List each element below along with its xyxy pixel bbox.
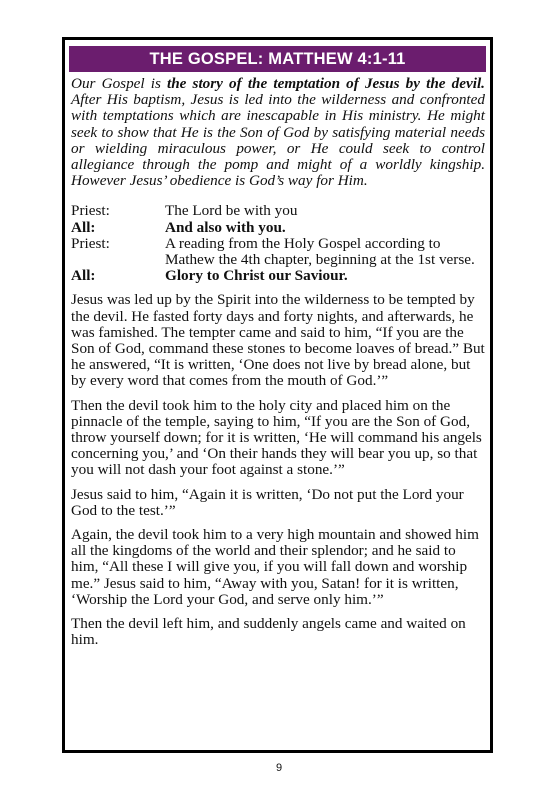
responses-table (71, 203, 485, 284)
gospel-paragraph: Jesus said to him, “Again it is written, ‘Do not put the Lord your God to the test.’” (71, 485, 464, 519)
response-row (71, 268, 485, 284)
intro-pre: Our Gospel is (71, 75, 168, 92)
intro-paragraph (71, 76, 485, 189)
gospel-paragraph: Then the devil took him to the holy city and placed him on the pinnacle of the temple, saying to him, “If you are the Son of God, throw yourself down; for it is written, ‘He will command his angels concerning you,’ and ‘On their hands they will bear you up, so that you will not dash your foot against a stone.’” (71, 396, 482, 479)
response-speaker: All: (71, 267, 96, 285)
gospel-paragraph: Jesus was led up by the Spirit into the wilderness to be tempted by the devil. He fasted forty days and forty nights, and afterwards, he was famished. The tempter came and said to him, “If you are the Son of God, command these stones to become loaves of bread.” But he answered, “It is written, ‘One does not live by bread alone, but by every word that comes from the mouth of God.’” (71, 291, 485, 390)
page-number: 9 (275, 762, 283, 774)
gospel-paragraph: Then the devil left him, and suddenly angels came and waited on him. (71, 615, 466, 649)
gospel-paragraph: Again, the devil took him to a very high mountain and showed him all the kingdoms of the world and their splendor; and he said to him, “All these I will give you, if you will fall down and worship me.” Jesus said to him, “Away with you, Satan! for it is written, ‘Worship the Lord your God, and serve only him.’” (71, 526, 479, 608)
section-title: THE GOSPEL: MATTHEW 4:1-11 (69, 46, 486, 72)
response-text: And also with you. (165, 218, 286, 236)
response-text: Glory to Christ our Saviour. (165, 267, 348, 285)
response-speaker: Priest: (71, 202, 110, 220)
response-text: A reading from the Holy Gospel according to Mathew the 4th chapter, beginning at the 1st verse. (165, 234, 475, 269)
intro-bold: the story of the temptation of Jesus by the devil. (167, 75, 485, 92)
response-text: The Lord be with you (165, 202, 298, 220)
response-speaker: All: (71, 218, 96, 236)
intro-rest: After His baptism, Jesus is led into the wilderness and confronted with temptations which are inescapable in His ministry. He might seek to show that He is the Son of God by satisfying material needs or wielding miraculous power, or He could seek to control allegiance through the pomp and might of a worldly kingship. However Jesus’ obedience is God’s way for Him. (71, 91, 485, 190)
page-frame (62, 37, 493, 753)
response-row (71, 220, 485, 236)
response-row (71, 236, 485, 268)
content (71, 76, 485, 657)
response-row (71, 203, 485, 219)
response-speaker: Priest: (71, 234, 110, 252)
